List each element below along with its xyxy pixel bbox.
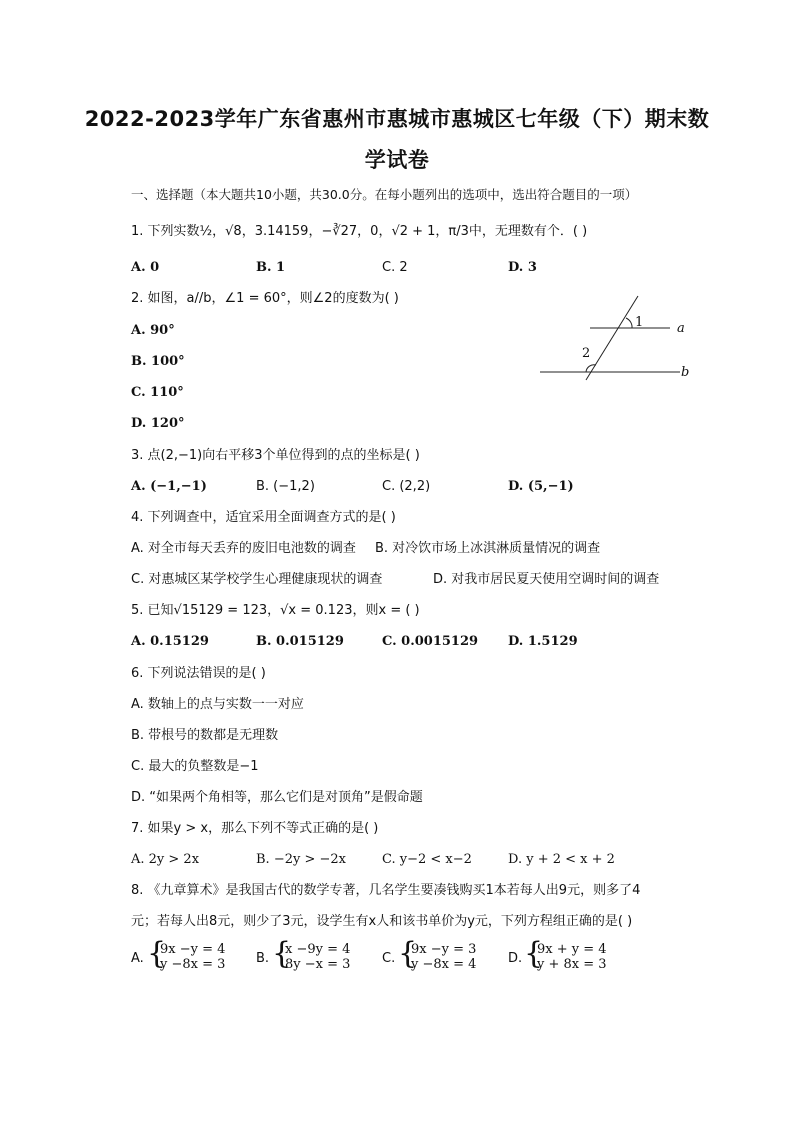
q2-option-b: B. 100° [131,354,185,369]
q6-option-c: C. 最大的负整数是−1 [131,759,259,774]
question-5-stem: 5. 已知√15129 = 123，√x = 0.123，则x = ( ) [131,603,420,618]
parallel-lines-figure [530,288,700,388]
question-6-stem: 6. 下列说法错误的是( ) [131,666,266,681]
question-4-stem: 4. 下列调查中，适宜采用全面调查方式的是( ) [131,510,396,525]
q3-option-d: D. (5,−1) [508,479,574,494]
q1-option-d: D. 3 [508,260,537,275]
q8-option-a-eq1: 9x −y = 4 [160,942,226,957]
q8-option-c-eq1: 9x −y = 3 [411,942,477,957]
q5-option-d: D. 1.5129 [508,634,578,649]
exam-title-line2: 学试卷 [364,148,430,172]
q3-option-b: B. (−1,2) [256,479,315,494]
q6-option-b: B. 带根号的数都是无理数 [131,728,279,743]
q7-option-b: B. −2y > −2x [256,852,346,867]
question-7-stem: 7. 如果y > x，那么下列不等式正确的是( ) [131,821,379,836]
q8-option-b-label: B. [256,951,270,966]
q5-option-c: C. 0.0015129 [382,634,479,649]
q4-option-c: C. 对惠城区某学校学生心理健康现状的调查 [131,572,383,587]
q8-option-d-eq1: 9x + y = 4 [537,942,607,957]
q7-option-a: A. 2y > 2x [131,852,200,867]
q8-option-d-brace: { [524,936,544,971]
q6-option-d: D. “如果两个角相等，那么它们是对顶角”是假命题 [131,790,423,805]
q8-option-a-eq2: y −8x = 3 [160,957,226,972]
angle-1-arc [626,318,632,328]
figure-label-angle-2: 2 [582,346,591,361]
q7-option-d: D. y + 2 < x + 2 [508,852,615,867]
q3-option-a: A. (−1,−1) [131,479,207,494]
q1-option-c: C. 2 [382,260,408,275]
figure-label-angle-1: 1 [635,315,644,330]
q8-option-b-brace: { [272,936,292,971]
figure-label-b: b [681,365,690,380]
q5-option-b: B. 0.015129 [256,634,344,649]
q8-option-b-eq1: x −9y = 4 [285,942,351,957]
q1-option-a: A. 0 [131,260,160,275]
q4-option-d: D. 对我市居民夏天使用空调时间的调查 [433,572,660,587]
exam-title-line1: 2022-2023学年广东省惠州市惠城市惠城区七年级（下）期末数 [84,107,710,131]
q8-option-d-eq2: y + 8x = 3 [537,957,607,972]
q5-option-a: A. 0.15129 [131,634,209,649]
question-3-stem: 3. 点(2,−1)向右平移3个单位得到的点的坐标是( ) [131,448,420,463]
q4-option-b: B. 对冷饮市场上冰淇淋质量情况的调查 [375,541,601,556]
q8-option-c-brace: { [398,936,418,971]
question-1-stem: 1. 下列实数½，√8，3.14159，−∛27，0，√2 + 1，π/3中，无理数有个．( ) [131,224,588,239]
q6-option-a: A. 数轴上的点与实数一一对应 [131,697,304,712]
q8-option-b-eq2: 8y −x = 3 [285,957,351,972]
q7-option-c: C. y−2 < x−2 [382,852,472,867]
question-8-stem-line1: 8. 《九章算术》是我国古代的数学专著，几名学生要凑钱购买1本若每人出9元，则多了4 [131,883,641,898]
q2-option-c: C. 110° [131,385,184,400]
q1-option-b: B. 1 [256,260,286,275]
figure-label-a: a [677,321,685,336]
section-heading: 一、选择题（本大题共10小题，共30.0分。在每小题列出的选项中，选出符合题目的一项） [131,187,638,202]
q4-option-a: A. 对全市每天丢弃的废旧电池数的调查 [131,541,356,556]
question-2-stem: 2. 如图，a//b，∠1 = 60°，则∠2的度数为( ) [131,291,399,306]
transversal-line [586,296,638,380]
q8-option-a-brace: { [147,936,167,971]
q8-option-a-label: A. [131,951,144,966]
q8-option-c-eq2: y −8x = 4 [411,957,477,972]
q2-option-a: A. 90° [131,323,175,338]
q2-option-d: D. 120° [131,416,185,431]
q8-option-c-label: C. [382,951,396,966]
q8-option-d-label: D. [508,951,523,966]
q3-option-c: C. (2,2) [382,479,431,494]
question-8-stem-line2: 元；若每人出8元，则少了3元，设学生有x人和该书单价为y元，下列方程组正确的是( ) [131,914,633,929]
